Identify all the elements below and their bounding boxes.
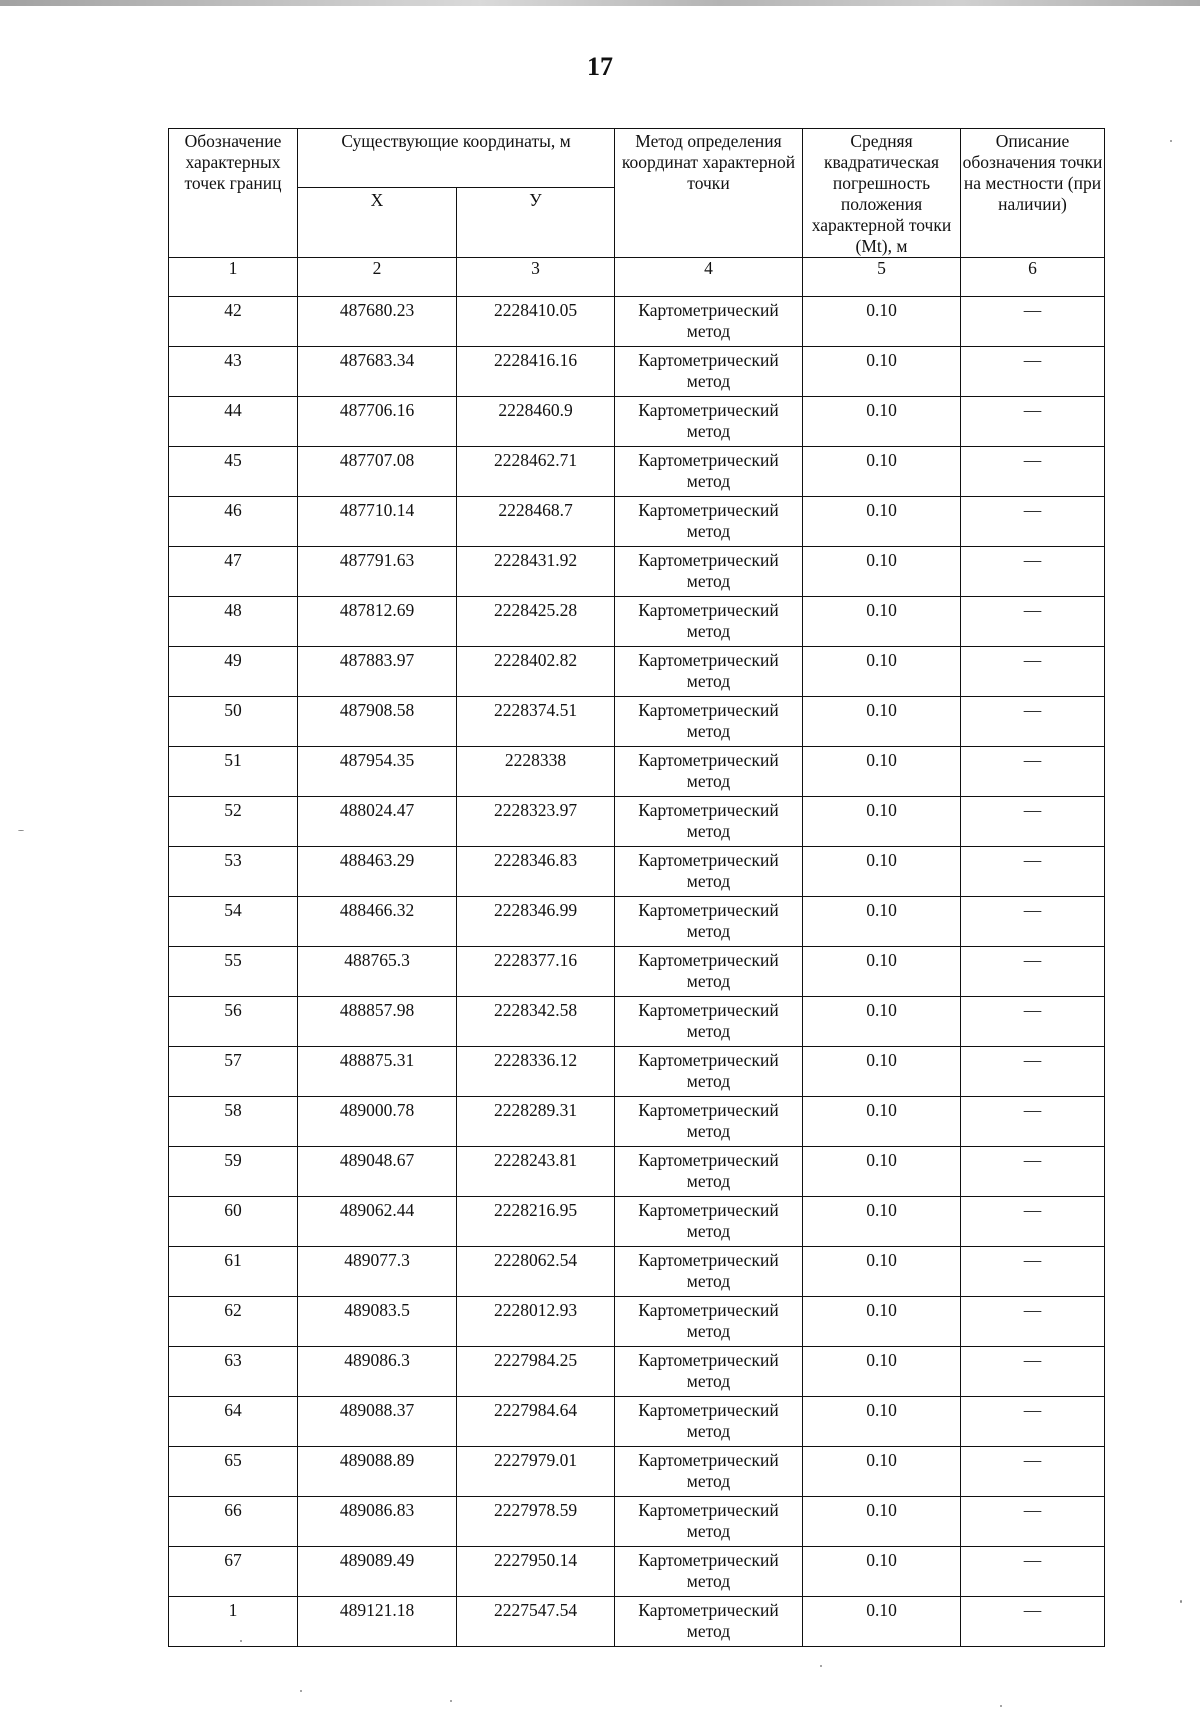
cell-method: Картометрический метод (615, 1497, 803, 1547)
cell-y: 2228468.7 (457, 497, 615, 547)
table-row (169, 497, 1105, 547)
cell-description: — (961, 797, 1105, 847)
column-number: 6 (961, 258, 1105, 297)
cell-x: 487883.97 (298, 647, 457, 697)
cell-point: 57 (169, 1047, 298, 1097)
cell-mt: 0.10 (803, 997, 961, 1047)
table-row (169, 897, 1105, 947)
cell-x: 489083.5 (298, 1297, 457, 1347)
cell-x: 489086.83 (298, 1497, 457, 1547)
cell-point: 42 (169, 297, 298, 347)
cell-x: 487908.58 (298, 697, 457, 747)
cell-description: — (961, 447, 1105, 497)
header-description: Описание обозначения точки на местности (при наличии) (961, 129, 1105, 258)
cell-mt: 0.10 (803, 447, 961, 497)
column-number: 4 (615, 258, 803, 297)
cell-description: — (961, 1547, 1105, 1597)
table-row (169, 797, 1105, 847)
cell-mt: 0.10 (803, 1447, 961, 1497)
cell-method: Картометрический метод (615, 747, 803, 797)
cell-method: Картометрический метод (615, 647, 803, 697)
cell-y: 2228460.9 (457, 397, 615, 447)
column-number: 5 (803, 258, 961, 297)
cell-y: 2227978.59 (457, 1497, 615, 1547)
scan-edge-shadow (0, 0, 1200, 6)
cell-description: — (961, 1447, 1105, 1497)
cell-mt: 0.10 (803, 1047, 961, 1097)
cell-x: 488466.32 (298, 897, 457, 947)
cell-x: 489077.3 (298, 1247, 457, 1297)
cell-y: 2228289.31 (457, 1097, 615, 1147)
cell-description: — (961, 397, 1105, 447)
cell-y: 2227547.54 (457, 1597, 615, 1647)
cell-method: Картометрический метод (615, 397, 803, 447)
cell-method: Картометрический метод (615, 997, 803, 1047)
cell-mt: 0.10 (803, 1297, 961, 1347)
cell-y: 2228410.05 (457, 297, 615, 347)
column-number: 3 (457, 258, 615, 297)
cell-point: 66 (169, 1497, 298, 1547)
cell-x: 487791.63 (298, 547, 457, 597)
cell-mt: 0.10 (803, 947, 961, 997)
cell-x: 488765.3 (298, 947, 457, 997)
cell-y: 2228431.92 (457, 547, 615, 597)
cell-point: 49 (169, 647, 298, 697)
cell-x: 489086.3 (298, 1347, 457, 1397)
cell-y: 2228323.97 (457, 797, 615, 847)
cell-mt: 0.10 (803, 847, 961, 897)
cell-point: 59 (169, 1147, 298, 1197)
header-x: X (298, 187, 457, 257)
cell-mt: 0.10 (803, 347, 961, 397)
cell-point: 65 (169, 1447, 298, 1497)
cell-y: 2228374.51 (457, 697, 615, 747)
column-number: 2 (298, 258, 457, 297)
cell-method: Картометрический метод (615, 297, 803, 347)
cell-description: — (961, 947, 1105, 997)
cell-method: Картометрический метод (615, 897, 803, 947)
cell-x: 488857.98 (298, 997, 457, 1047)
table-row (169, 1597, 1105, 1647)
cell-method: Картометрический метод (615, 1197, 803, 1247)
cell-point: 50 (169, 697, 298, 747)
cell-point: 60 (169, 1197, 298, 1247)
cell-description: — (961, 647, 1105, 697)
cell-y: 2228346.99 (457, 897, 615, 947)
header-method: Метод определения координат характерной точки (615, 129, 803, 258)
cell-y: 2228425.28 (457, 597, 615, 647)
cell-description: — (961, 697, 1105, 747)
cell-point: 47 (169, 547, 298, 597)
cell-description: — (961, 1497, 1105, 1547)
cell-method: Картометрический метод (615, 697, 803, 747)
cell-mt: 0.10 (803, 1347, 961, 1397)
cell-description: — (961, 747, 1105, 797)
cell-point: 56 (169, 997, 298, 1047)
cell-method: Картометрический метод (615, 497, 803, 547)
cell-mt: 0.10 (803, 1397, 961, 1447)
cell-y: 2227984.25 (457, 1347, 615, 1397)
cell-y: 2228346.83 (457, 847, 615, 897)
cell-mt: 0.10 (803, 1147, 961, 1197)
cell-y: 2227979.01 (457, 1447, 615, 1497)
column-number: 1 (169, 258, 298, 297)
header-mean-square-error: Средняя квадратическая погрешность положения характерной точки (Mt), м (803, 129, 961, 258)
cell-description: — (961, 997, 1105, 1047)
table-row (169, 747, 1105, 797)
table-row (169, 297, 1105, 347)
cell-description: — (961, 897, 1105, 947)
column-number-row (169, 258, 1105, 297)
cell-point: 51 (169, 747, 298, 797)
table-row (169, 1147, 1105, 1197)
cell-method: Картометрический метод (615, 1097, 803, 1147)
header-y: У (457, 187, 615, 257)
cell-x: 489121.18 (298, 1597, 457, 1647)
cell-y: 2228377.16 (457, 947, 615, 997)
cell-method: Картометрический метод (615, 1597, 803, 1647)
table-row (169, 1497, 1105, 1547)
cell-mt: 0.10 (803, 297, 961, 347)
cell-point: 54 (169, 897, 298, 947)
cell-x: 487812.69 (298, 597, 457, 647)
cell-mt: 0.10 (803, 497, 961, 547)
cell-description: — (961, 297, 1105, 347)
cell-point: 53 (169, 847, 298, 897)
cell-y: 2228012.93 (457, 1297, 615, 1347)
cell-y: 2228062.54 (457, 1247, 615, 1297)
table-row (169, 697, 1105, 747)
cell-point: 45 (169, 447, 298, 497)
cell-description: — (961, 1147, 1105, 1197)
cell-point: 64 (169, 1397, 298, 1447)
cell-point: 52 (169, 797, 298, 847)
cell-point: 46 (169, 497, 298, 547)
cell-mt: 0.10 (803, 547, 961, 597)
cell-description: — (961, 1047, 1105, 1097)
cell-method: Картометрический метод (615, 1397, 803, 1447)
cell-method: Картометрический метод (615, 797, 803, 847)
table-row (169, 1347, 1105, 1397)
cell-y: 2228243.81 (457, 1147, 615, 1197)
cell-mt: 0.10 (803, 797, 961, 847)
cell-description: — (961, 1597, 1105, 1647)
cell-method: Картометрический метод (615, 1247, 803, 1297)
cell-y: 2228416.16 (457, 347, 615, 397)
cell-mt: 0.10 (803, 1597, 961, 1647)
table-row (169, 1197, 1105, 1247)
cell-x: 487954.35 (298, 747, 457, 797)
cell-y: 2228338 (457, 747, 615, 797)
table-row (169, 1247, 1105, 1297)
cell-mt: 0.10 (803, 597, 961, 647)
cell-x: 487707.08 (298, 447, 457, 497)
cell-x: 487706.16 (298, 397, 457, 447)
cell-method: Картометрический метод (615, 1297, 803, 1347)
table-row (169, 997, 1105, 1047)
cell-x: 488463.29 (298, 847, 457, 897)
cell-x: 487710.14 (298, 497, 457, 547)
cell-mt: 0.10 (803, 397, 961, 447)
table-row (169, 947, 1105, 997)
header-existing-coordinates: Существующие координаты, м (298, 129, 615, 188)
cell-method: Картометрический метод (615, 1547, 803, 1597)
cell-point: 55 (169, 947, 298, 997)
cell-method: Картометрический метод (615, 347, 803, 397)
cell-x: 488024.47 (298, 797, 457, 847)
cell-x: 489048.67 (298, 1147, 457, 1197)
cell-description: — (961, 1197, 1105, 1247)
cell-y: 2228342.58 (457, 997, 615, 1047)
cell-y: 2228462.71 (457, 447, 615, 497)
cell-y: 2228216.95 (457, 1197, 615, 1247)
table-row (169, 447, 1105, 497)
cell-y: 2227984.64 (457, 1397, 615, 1447)
cell-mt: 0.10 (803, 1097, 961, 1147)
cell-mt: 0.10 (803, 697, 961, 747)
cell-x: 487680.23 (298, 297, 457, 347)
table-row (169, 397, 1105, 447)
cell-y: 2227950.14 (457, 1547, 615, 1597)
table-row (169, 1297, 1105, 1347)
table-row (169, 547, 1105, 597)
table-row (169, 1447, 1105, 1497)
page-number: 17 (587, 52, 613, 81)
cell-point: 61 (169, 1247, 298, 1297)
cell-point: 58 (169, 1097, 298, 1147)
cell-point: 63 (169, 1347, 298, 1397)
cell-description: — (961, 597, 1105, 647)
cell-method: Картометрический метод (615, 447, 803, 497)
cell-description: — (961, 847, 1105, 897)
cell-point: 1 (169, 1597, 298, 1647)
cell-description: — (961, 1397, 1105, 1447)
table-row (169, 647, 1105, 697)
cell-mt: 0.10 (803, 897, 961, 947)
cell-description: — (961, 1097, 1105, 1147)
cell-x: 489062.44 (298, 1197, 457, 1247)
table-row (169, 347, 1105, 397)
table-row (169, 1397, 1105, 1447)
cell-method: Картометрический метод (615, 1447, 803, 1497)
table-row (169, 1097, 1105, 1147)
cell-mt: 0.10 (803, 647, 961, 697)
table-row (169, 597, 1105, 647)
cell-description: — (961, 1297, 1105, 1347)
cell-x: 489000.78 (298, 1097, 457, 1147)
cell-point: 62 (169, 1297, 298, 1347)
cell-mt: 0.10 (803, 1547, 961, 1597)
cell-description: — (961, 1247, 1105, 1297)
cell-description: — (961, 497, 1105, 547)
cell-method: Картометрический метод (615, 1147, 803, 1197)
cell-x: 489089.49 (298, 1547, 457, 1597)
cell-method: Картометрический метод (615, 1347, 803, 1397)
cell-description: — (961, 1347, 1105, 1397)
table-row (169, 1047, 1105, 1097)
cell-x: 488875.31 (298, 1047, 457, 1097)
cell-point: 44 (169, 397, 298, 447)
cell-description: — (961, 547, 1105, 597)
cell-x: 487683.34 (298, 347, 457, 397)
cell-x: 489088.89 (298, 1447, 457, 1497)
cell-description: — (961, 347, 1105, 397)
cell-y: 2228336.12 (457, 1047, 615, 1097)
cell-x: 489088.37 (298, 1397, 457, 1447)
table-row (169, 1547, 1105, 1597)
cell-point: 43 (169, 347, 298, 397)
cell-method: Картометрический метод (615, 597, 803, 647)
cell-method: Картометрический метод (615, 547, 803, 597)
cell-point: 48 (169, 597, 298, 647)
cell-mt: 0.10 (803, 1497, 961, 1547)
cell-mt: 0.10 (803, 747, 961, 797)
table-body (169, 297, 1105, 1647)
cell-mt: 0.10 (803, 1197, 961, 1247)
header-point-designation: Обозначение характерных точек границ (169, 129, 298, 258)
cell-point: 67 (169, 1547, 298, 1597)
cell-method: Картометрический метод (615, 947, 803, 997)
table-row (169, 847, 1105, 897)
cell-method: Картометрический метод (615, 847, 803, 897)
boundary-points-table (168, 128, 1105, 1647)
cell-method: Картометрический метод (615, 1047, 803, 1097)
cell-mt: 0.10 (803, 1247, 961, 1297)
cell-y: 2228402.82 (457, 647, 615, 697)
